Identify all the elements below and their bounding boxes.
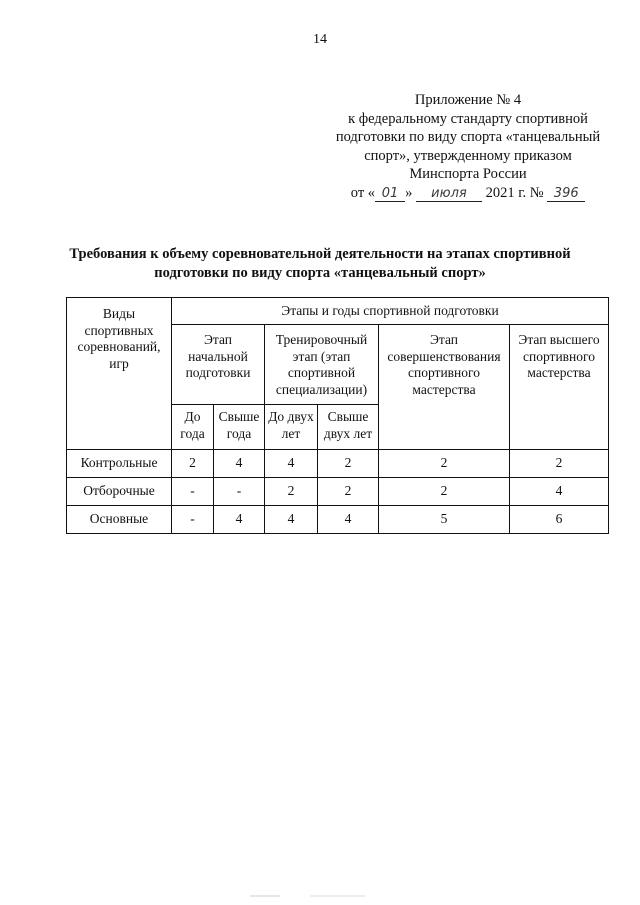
table-cell: 2: [510, 450, 609, 478]
table-cell: 4: [214, 450, 265, 478]
table-cell: 2: [318, 450, 379, 478]
table-cell: 5: [379, 506, 510, 534]
header-stage-improvement: Этап совершенствования спортивного мастерства: [379, 325, 510, 450]
table-row: [67, 450, 609, 478]
date-mid: »: [405, 184, 413, 201]
requirements-table: [66, 297, 609, 534]
table-cell: 4: [214, 506, 265, 534]
appendix-line: Минспорта России: [409, 166, 527, 182]
page-number: 14: [313, 32, 327, 47]
row-label: Отборочные: [67, 478, 172, 506]
row-label: Контрольные: [67, 450, 172, 478]
appendix-line: подготовки по виду спорта «танцевальный: [335, 129, 601, 145]
title-line: подготовки по виду спорта «танцевальный спорт»: [154, 265, 486, 281]
header-stage-initial: Этап начальной подготовки: [172, 325, 265, 405]
table-row: [67, 478, 609, 506]
table-cell: 2: [379, 478, 510, 506]
scan-artifact: [250, 893, 370, 899]
table-cell: 2: [318, 478, 379, 506]
table-cell: 2: [265, 478, 318, 506]
appendix-line: к федеральному стандарту спортивной: [348, 110, 588, 127]
date-year: 2021 г. №: [485, 184, 544, 201]
appendix-line: спорт», утвержденному приказом: [364, 147, 572, 164]
table-cell: 4: [265, 450, 318, 478]
appendix-line: Приложение № 4: [414, 92, 522, 108]
subheader-up-to-two-years: До двух лет: [265, 405, 318, 450]
order-date-line: [318, 184, 618, 203]
row-label: Основные: [67, 506, 172, 534]
table-cell: -: [214, 478, 265, 506]
table-cell: 4: [265, 506, 318, 534]
table-cell: 4: [510, 478, 609, 506]
handwritten-month: июля: [416, 187, 482, 202]
appendix-block: [318, 91, 618, 202]
date-prefix: от «: [350, 184, 376, 201]
header-stage-highest: Этап высшего спортивного мастерства: [510, 325, 609, 450]
subheader-over-two-years: Свыше двух лет: [318, 405, 379, 450]
table-cell: 2: [172, 450, 214, 478]
header-stage-training: Тренировочный этап (этап спортивной специализации): [265, 325, 379, 405]
title-line: Требования к объему соревновательной деятельности на этапах спортивной: [69, 246, 571, 262]
table-cell: 6: [510, 506, 609, 534]
handwritten-order-number: 396: [547, 187, 585, 202]
subheader-up-to-one-year: До года: [172, 405, 214, 450]
table-cell: -: [172, 506, 214, 534]
header-stages-group: Этапы и годы спортивной подготовки: [172, 298, 609, 325]
header-competition-types: Виды спортивных соревнований, игр: [67, 298, 172, 450]
subheader-over-one-year: Свыше года: [214, 405, 265, 450]
table-cell: 2: [379, 450, 510, 478]
table-row: [67, 506, 609, 534]
handwritten-day: 01: [375, 187, 405, 202]
table-cell: 4: [318, 506, 379, 534]
document-title: [40, 245, 600, 283]
table-cell: -: [172, 478, 214, 506]
